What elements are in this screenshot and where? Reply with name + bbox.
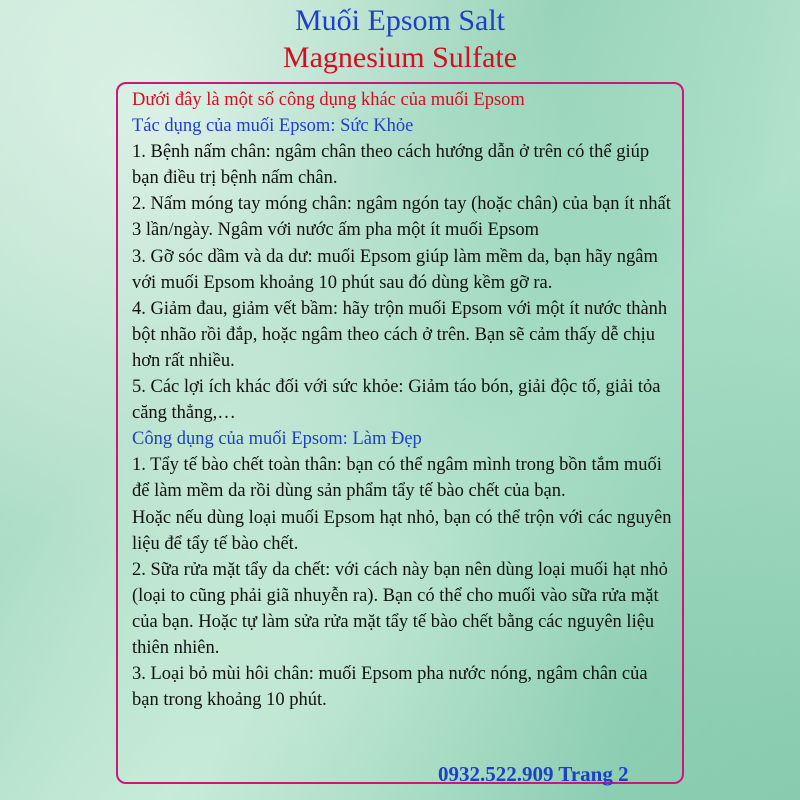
- title-line-2: Magnesium Sulfate: [282, 41, 518, 74]
- health-item: 3. Gỡ sóc dầm và da dư: muối Epsom giúp làm mềm da, bạn hãy ngâm với muối Epsom khoảng 10 phút sau đó dùng kềm gỡ ra.: [132, 246, 658, 293]
- title-line-1: Muối Epsom Salt: [294, 4, 505, 37]
- health-item: 5. Các lợi ích khác đối với sức khỏe: Giảm táo bón, giải độc tố, giải tỏa căng thẳng,…: [132, 377, 661, 424]
- beauty-item: 3. Loại bỏ mùi hôi chân: muối Epsom pha nước nóng, ngâm chân của bạn trong khoảng 10 phút.: [132, 664, 648, 711]
- beauty-item: 1. Tẩy tế bào chết toàn thân: bạn có thể ngâm mình trong bồn tắm muối để làm mềm da rồi dùng sản phẩm tẩy tế bào chết của bạn.: [132, 455, 662, 502]
- health-heading: Tác dụng của muối Epsom: Sức Khỏe: [132, 116, 414, 137]
- beauty-item: 2. Sữa rửa mặt tẩy da chết: với cách này bạn nên dùng loại muối hạt nhỏ (loại to cũng phải giã nhuyễn ra). Bạn có thể cho muối vào sữa rửa mặt của bạn. Hoặc tự làm sửa rửa mặt tẩy tế bào chết bằng các nguyên liệu thiên nhiên.: [132, 559, 668, 658]
- health-item: 2. Nấm móng tay móng chân: ngâm ngón tay (hoặc chân) của bạn ít nhất 3 lần/ngày. Ngâm với nước ấm pha một ít muối Epsom: [132, 194, 671, 241]
- footer-phone-page: 0932.522.909 Trang 2: [438, 762, 629, 786]
- intro-text: Dưới đây là một số công dụng khác của muối Epsom: [132, 90, 525, 110]
- beauty-heading: Công dụng của muối Epsom: Làm Đẹp: [132, 429, 422, 450]
- health-item: 1. Bệnh nấm chân: ngâm chân theo cách hướng dẫn ở trên có thể giúp bạn điều trị bệnh nấm chân.: [132, 142, 650, 189]
- content-body: [132, 87, 672, 713]
- health-item: 4. Giảm đau, giảm vết bầm: hãy trộn muối Epsom với một ít nước thành bột nhão rồi đắp, hoặc ngâm theo cách ở trên. Bạn sẽ cảm thấy dễ chịu hơn rất nhiều.: [132, 298, 668, 371]
- beauty-item: Hoặc nếu dùng loại muối Epsom hạt nhỏ, bạn có thể trộn với các nguyên liệu để tẩy tế bào chết.: [132, 507, 672, 554]
